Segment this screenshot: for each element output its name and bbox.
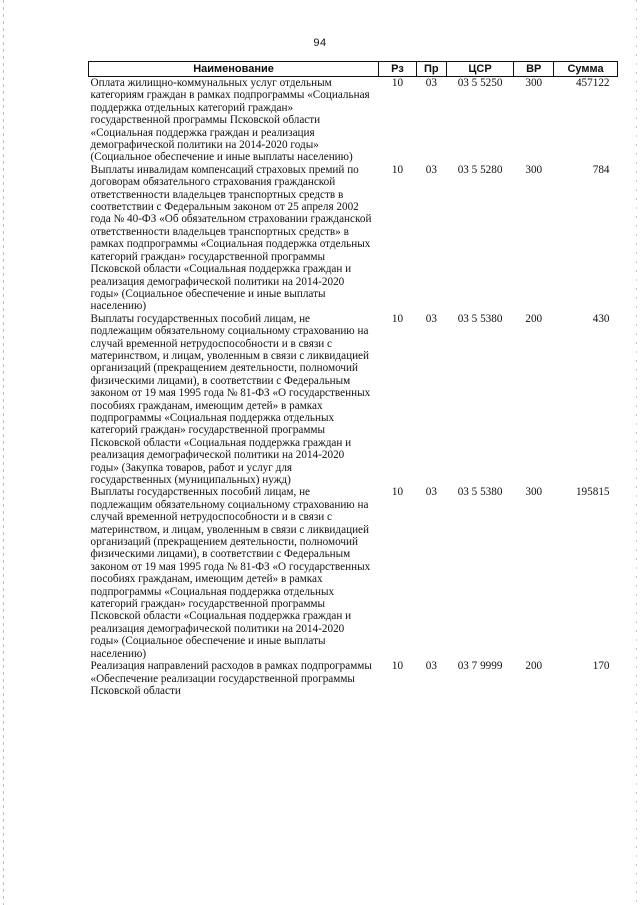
table-row xyxy=(89,77,618,164)
row-csr: 03 5 5280 xyxy=(457,163,503,176)
scan-edge-right xyxy=(636,0,637,905)
header-pr: Пр xyxy=(416,62,446,77)
scan-edge-left xyxy=(3,0,4,905)
row-rz: 10 xyxy=(391,77,404,89)
row-vr: 300 xyxy=(525,77,543,89)
row-pr: 03 xyxy=(425,77,437,89)
table-row xyxy=(89,486,618,660)
table-row xyxy=(89,313,618,487)
row-pr: 03 xyxy=(425,312,437,325)
row-rz: 10 xyxy=(391,486,404,499)
row-vr: 300 xyxy=(525,163,543,176)
row-vr: 200 xyxy=(525,660,543,673)
row-pr: 03 xyxy=(425,486,437,499)
row-name: Выплаты государственных пособий лицам, не подлежащим обязательному социальному страхованию на случай временной нетрудоспособности и в связи с материнством, и лицам, уволенным в связи с ликвидацией организаций (прекращением деятельности, полномочий физическими лицами), в соответствии с Федеральным законом от 19 мая 1995 года № 81-ФЗ «О государственных пособиях гражданам, имеющим детей» в рамках подпрограммы «Социальная поддержка отдельных категорий граждан» государственной программы Псковской области «Социальная поддержка граждан и реализация демографической политики на 2014-2020 годы» (Закупка товаров, работ и услуг для государственных (муниципальных) нужд) xyxy=(90,312,371,486)
row-name: Выплаты государственных пособий лицам, не подлежащим обязательному социальному страхованию на случай временной нетрудоспособности и в связи с материнством, и лицам, уволенным в связи с ликвидацией организаций (прекращением деятельности, полномочий физическими лицами), в соответствии с Федеральным законом от 19 мая 1995 года № 81-ФЗ «О государственных пособиях гражданам, имеющим детей» в рамках подпрограммы «Социальная поддержка отдельных категорий граждан» государственной программы Псковской области «Социальная поддержка граждан и реализация демографической политики на 2014-2020 годы» (Социальное обеспечение и иные выплаты населению) xyxy=(90,486,371,660)
table-header-row xyxy=(89,62,618,77)
header-sum: Сумма xyxy=(554,62,618,77)
row-name: Оплата жилищно-коммунальных услуг отдельным категориям граждан в рамках подпрограммы «Социальная поддержка отдельных категорий граждан» государственной программы Псковской области «Социальная поддержка граждан и реализация демографической политики на 2014-2020 годы» (Социальное обеспечение и иные выплаты населению) xyxy=(90,77,370,164)
header-rz: Рз xyxy=(379,62,417,77)
row-rz: 10 xyxy=(391,163,404,176)
row-pr: 03 xyxy=(425,163,437,176)
row-csr: 03 5 5380 xyxy=(457,486,503,499)
row-sum: 430 xyxy=(592,312,610,325)
row-csr: 03 5 5250 xyxy=(457,77,503,89)
row-rz: 10 xyxy=(391,312,404,325)
table-row xyxy=(89,164,618,313)
header-vr: ВР xyxy=(514,62,554,77)
header-name: Наименование xyxy=(89,62,379,77)
row-name: Реализация направлений расходов в рамках подпрограммы «Обеспечение реализации государственной программы Псковской области xyxy=(90,660,372,697)
row-sum: 457122 xyxy=(575,77,610,89)
header-csr: ЦСР xyxy=(446,62,514,77)
row-csr: 03 5 5380 xyxy=(457,312,503,325)
row-pr: 03 xyxy=(425,660,437,673)
row-rz: 10 xyxy=(391,660,404,673)
table-row xyxy=(89,660,618,697)
row-name: Выплаты инвалидам компенсаций страховых премий по договорам обязательного страхования гражданской ответственности владельцев транспортных средств в соответствии с Федеральным законом от 25 апреля 2002 года № 40-ФЗ «Об обязательном страховании гражданской ответственности владельцев транспортных средств» в рамках подпрограммы «Социальная поддержка отдельных категорий граждан» государственной программы Псковской области «Социальная поддержка граждан и реализация демографической политики на 2014-2020 годы» (Социальное обеспечение и иные выплаты населению) xyxy=(90,163,372,313)
row-csr: 03 7 9999 xyxy=(457,660,503,673)
row-sum: 170 xyxy=(592,660,610,673)
row-sum: 195815 xyxy=(575,486,610,499)
row-sum: 784 xyxy=(592,163,610,176)
row-vr: 300 xyxy=(525,486,543,499)
page-number: 94 xyxy=(313,37,327,49)
row-vr: 200 xyxy=(525,312,543,325)
budget-table xyxy=(88,61,618,697)
